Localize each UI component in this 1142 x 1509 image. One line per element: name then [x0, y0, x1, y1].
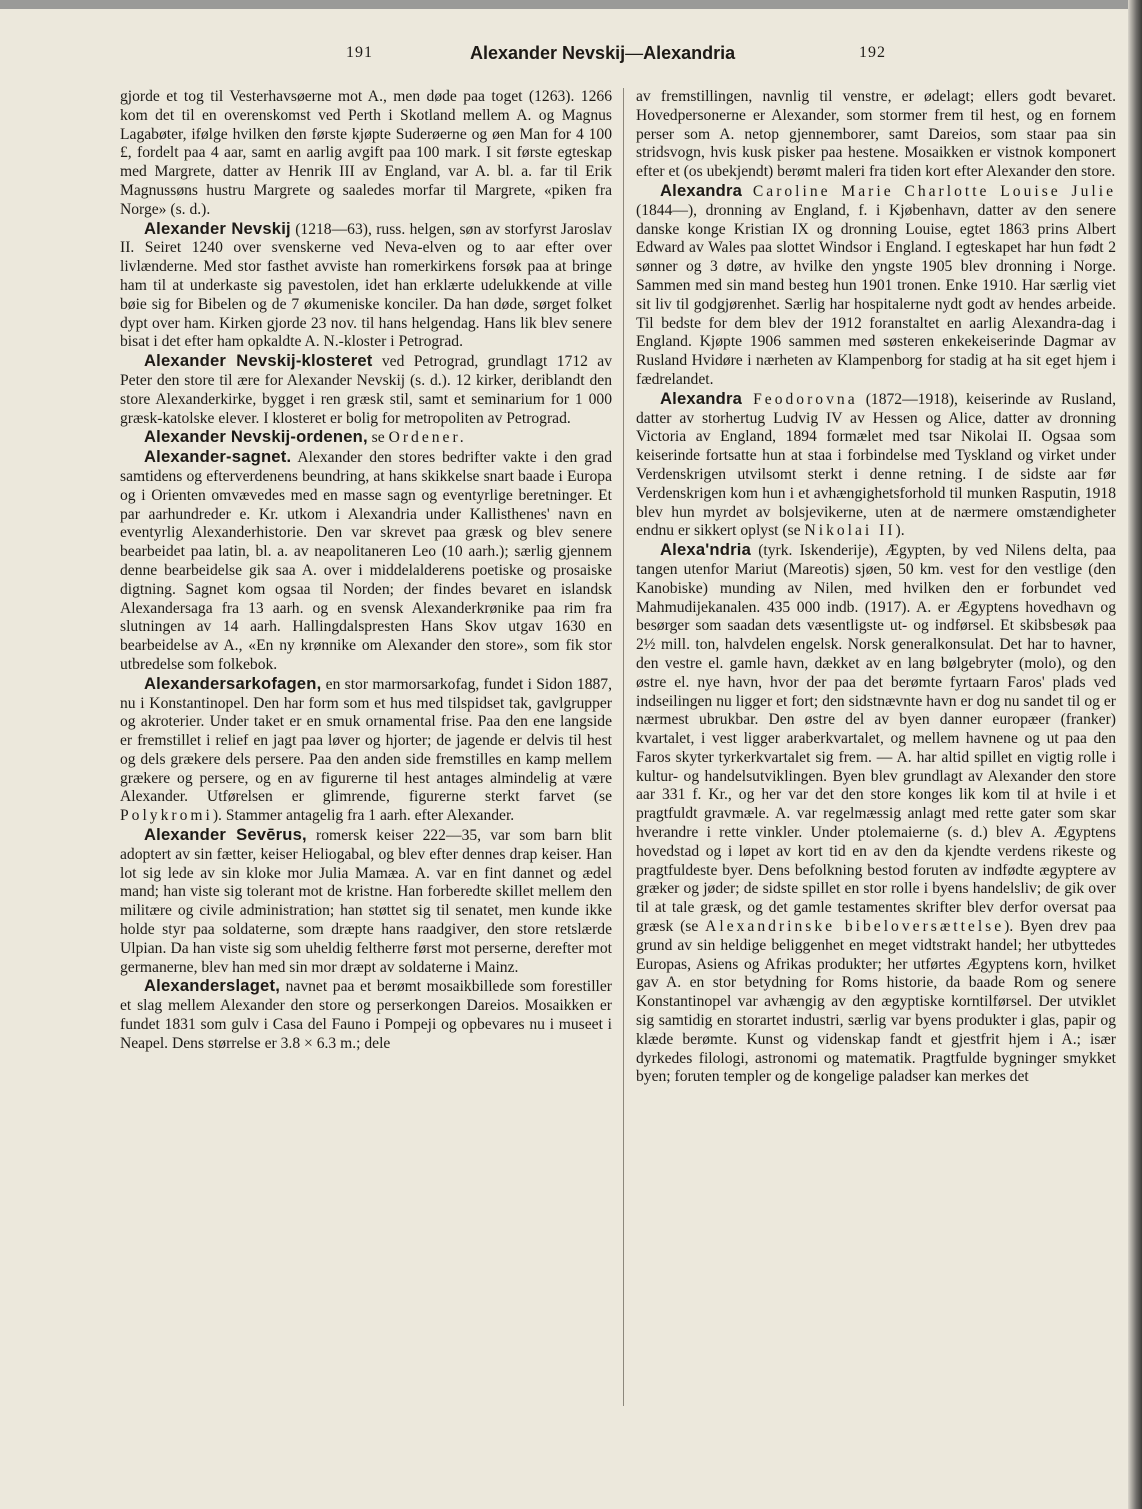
entry-text: (tyrk. Iskenderije), Ægypten, by ved Nilens delta, paa tangen utenfor Mariut (Mareotis) sjøen, 50 km. vest for den vestlige (den Kanobiske) munding av Nilen, med hvilken den er forbundet ved Mahmudijekanalen. 435 000 indb. (1917). A. er Ægyptens hovedhavn og besørger som saadan dets væsentligste ut- og indførsel. Et skibsbesøk paa 2½ mill. ton, halvdelen engelsk. Norsk generalkonsulat. Det har to havner, den vestre el. gamle havn, dækket av en lang bølgebryter (molo), og den østre el. nye havn, hvor der paa det berømte fyrtaarn Faros' plads ved indseilingen nu ligger et fort; den sidstnævnte havn er dog nu sandet til og er nærmest ubrukbar. Den østre del av byen danner europæer (franker) kvartalet, i vest ligger araberkvartalet, og mellem havnene og ut paa den Faros skyter tyrkerkvartalet sig frem. — A. har altid spillet en vigtig rolle i kultur- og handelsutviklingen. Byen blev grundlagt av Alexander den store aar 331 f. Kr., og her var det den store konges lik kom til at hvile i et pragtfuldt gravmæle. A. var regelmæssig anlagt med rette gater som skar hverandre i rette vinkler. Under ptolemaierne (s. d.) blev A. Ægyptens hovedstad og i løpet av kort tid en av den da kjendte verdens rikeste og pragtfuldeste byer. Dens befolkning bestod foruten av indfødte ægyptere av græker og jøder; de sidste spillet en stor rolle i byens handelsliv; de gik over til at tale græsk, og det gamle testamentes skrifter blev derfor oversat paa græsk (se: [636, 542, 1116, 936]
scan-top-border: [0, 0, 1142, 9]
entry-nevskij-ordenen: [120, 428, 612, 448]
entry-alexander-severus: [120, 826, 612, 977]
headword: Alexander Nevskij-ordenen,: [144, 427, 368, 447]
page-header: [0, 44, 1128, 70]
entry-text: (1844—), dronning av England, f. i Kjøbenhavn, datter av den senere danske konge Kristian IX og dronning Louise, egtet 1863 prins Albert Edward av Wales paa slottet Windsor i England. I egteskapet har hun født 2 sønner og 3 døtre, av hvilke den yngste 1905 blev dronning i Norge. Sammen med sin mand besteg hun 1901 tronen. Enke 1910. Har særlig viet sit liv til godgjørenhet. Særlig har hospitalerne nydt godt av hendes arbeide. Til bedste for dem blev der 1912 foranstaltet en aarlig Alexandra-dag i England. Kjøpte 1906 sammen med søsteren enkekeiserinde Dagmar av Rusland Hvidøre i nærheten av Klampenborg for stadig at ha sit eget hjem i fædrelandet.: [636, 201, 1116, 388]
entry-text: romersk keiser 222—35, var som barn blit adoptert av sin fætter, keiser Heliogabal, og blev efter dennes drap keiser. Han lot sig lede av sin kloke mor Julia Mamæa. A. var en fint dannet og ædel mand; han viste sig tolerant mot de kristne. Han forberedte skillet mellem den militære og civile administration; han støttet sig til senatet, men kunde ikke holde styr paa soldaterne, som dræpte hans raadgiver, den store retslærde Ulpian. Da han viste sig som uheldig feltherre først mot perserne, derefter mot germanerne, blev han med sin mor dræpt av soldaterne i Mainz.: [120, 827, 612, 976]
headword: Alexander Nevskij-klosteret: [144, 351, 373, 371]
running-title: [470, 43, 780, 64]
scan-right-edge: [1128, 0, 1142, 1509]
headword: Alexanderslaget,: [144, 976, 281, 996]
entry-alexanderslaget: [120, 977, 612, 1053]
headword: Alexa'ndria: [660, 540, 751, 560]
headword: Alexandra: [660, 388, 743, 408]
entry-text: en stor marmorsarkofag, fundet i Sidon 1887, nu i Konstantinopel. Den har form som et hus med tilspidset tak, gavlgrupper og akroterier. Under taket er en smuk ornamental frise. Paa den ene langside er fremstillet i relief en jagt paa løver og hjorter; de jagende er delvis til hest og dels grækere dels persere. Paa den anden side fremstilles en kamp mellem grækere og persere, og en av figurerne til hest antages almindelig at være Alexander. Utførelsen er glimrende, figurerne sterkt farvet (se: [120, 675, 612, 806]
running-title-dash: —: [625, 43, 644, 63]
entry-text-tail: ). Stammer antagelig fra 1 aarh. efter Alexander.: [212, 807, 515, 825]
running-title-end: Alexandria: [643, 43, 736, 63]
entry-text: (1218—63), russ. helgen, søn av storfyrst Jaroslav II. Seiret 1240 over svenskerne ved Neva-elven og to aar efter over livlænderne. Med stor fasthet avviste han romerkirkens forsøk paa at bringe ham til at underkaste sig pavestolen, idet han erklærte udelukkende at ville bøie sig for Bibelen og de 7 økumeniske konciler. Da han døde, sørget folket dypt over ham. Kirken gjorde 23 nov. til hans helgendag. Hans lik blev senere bisat i det efter ham opkaldte A. N.-kloster i Petrograd.: [120, 220, 613, 351]
left-column: [120, 88, 612, 1054]
entry-text: Alexander den stores bedrifter vakte i den grad samtidens og efterverdenens beundring, at hans skikkelse snart baade i Europa og i Orienten omvævedes med en masse sagn og eventyrlige beretninger. Et par aarhundreder e. Kr. utkom i Alexandria under Kallisthenes' navn en eventyrlig Alexanderhistorie. Den var skrevet paa græsk og blev senere bearbeidet paa latin, bl. a. av neapolitaneren Leo (10 aarh.); særlig gjennem denne bearbeidelse gik saa A. over i middelalderens poetiske og prosaiske digtning. Sagnet kom ogsaa til Norden; der findes bevaret en islandsk Alexandersaga fra 13 aarh. og en svensk Alexanderkrønike paa rim fra slutningen av 14 aarh. Hallingdalspresten Hans Skov utgav 1630 en bearbeidelse av A., «En ny krønnike om Alexander den store», som fik stor utbredelse som folkebok.: [120, 449, 612, 673]
entry-alexandria: [636, 541, 1116, 1087]
running-title-start: Alexander Nevskij: [470, 43, 626, 63]
headword: Alexandersarkofagen,: [144, 673, 322, 693]
column-divider: [623, 88, 624, 1406]
continued-paragraph: gjorde et tog til Vesterhavsøerne mot A., men døde paa toget (1263). 1266 kom det til en overenskomst ved Perth i Skotland mellem A. og Magnus Lagabøter, ifølge hvilken den første kjøpte Suderøerne og øen Man for 4 100 £, fordelt paa 4 aar, samt en aarlig avgift paa 100 mark. I sit første egteskap med Margrete, datter av Henrik III av England, var A. bl. a. far til Erik Magnussøns hustru Margrete og saaledes morfar til Margrete, «piken fra Norge» (s. d.).: [120, 88, 612, 218]
entry-text: ved Petrograd, grundlagt 1712 av Peter den store til ære for Alexander Nevskij (s. d.). 12 kirker, deriblandt den store Alexanderkirke, bygget i ren græsk stil, samt et seminarium for 1 000 græsk-katolske elever. I klosteret er bolig for metropoliten av Petrograd.: [120, 353, 612, 427]
entry-text-tail: ). Byen drev paa grund av sin heldige beliggenhet en meget vidtstrakt handel; her utbyttedes Europas, Asiens og Afrikas produkter; her utførtes Ægyptens korn, hvilket gav A. en stor betydning for Roms historie, da baade Rom og senere Konstantinopel var avhængig av den ægyptiske korntilførsel. Der utviklet sig samtidig en storartet industri, særlig var byens produkter i glas, papir og klæde berømte. Kunst og videnskap fandt et gjestfrit hjem i A.; især dyrkedes filologi, astronomi og matematik. Pragtfulde bygninger smykket byen; foruten templer og de kongelige paladser kan merkes det: [636, 918, 1116, 1086]
cross-reference[interactable]: Ordener.: [388, 429, 467, 447]
cross-reference[interactable]: Nikolai II: [804, 522, 896, 540]
entry-alexander-sagnet: [120, 448, 612, 675]
right-column: [636, 88, 1116, 1087]
headword: Alexander-sagnet.: [144, 447, 292, 467]
spaced-name: Feodorovna: [742, 390, 858, 408]
entry-alexandersarkofagen: [120, 675, 612, 826]
entry-text: se: [367, 429, 389, 447]
entry-text: (1872—1918), keiserinde av Rusland, datter av storhertug Ludvig IV av Hessen og Alice, datter av dronning Victoria av England, 1894 formælet med tsar Nikolai II. Ogsaa som keiserinde fortsatte hun at staa i forbindelse med Tyskland og virket under Verdenskrigen utvilsomt sterkt i denne retning. I de sidste aar før Verdenskrigen kom hun i et avhængighetsforhold til munken Rasputin, 1918 blev hun myrdet av bolsjevikerne, uten at de nærmere omstændigheter endnu er sikkert oplyst (se: [636, 390, 1116, 540]
cross-reference[interactable]: Alexandrinske bibeloversættelse: [705, 918, 1005, 936]
spaced-name: Caroline Marie Charlotte Louise Julie: [742, 182, 1116, 200]
headword: Alexander Sevērus,: [144, 825, 307, 845]
page-number-right: 192: [859, 44, 886, 61]
continued-paragraph: av fremstillingen, navnlig til venstre, er ødelagt; ellers godt bevaret. Hovedpersonerne er Alexander, som stormer frem til hest, og en fornem perser som A. netop gjennemborer, samt Dareios, som staar paa sin stridsvogn, hvis kusk pisker paa hestene. Mosaikken er vistnok komponert efter et (os ubekjendt) berømt maleri fra tiden kort efter Alexander den store.: [636, 88, 1116, 181]
entry-alexandra-feodorovna: [636, 390, 1116, 541]
page-number-left: 191: [346, 44, 373, 61]
entry-alexander-nevskij: [120, 220, 612, 353]
cross-reference[interactable]: Polykromi: [120, 807, 213, 825]
entry-alexandra-caroline: [636, 182, 1116, 390]
headword: Alexander Nevskij: [144, 218, 291, 238]
entry-text: navnet paa et berømt mosaikbillede som forestiller et slag mellem Alexander den store og perserkongen Dareios. Mosaikken er fundet 1831 som gulv i Casa del Fauno i Pompeji og opbevares nu i museet i Neapel. Dens størrelse er 3.8 × 6.3 m.; dele: [120, 978, 612, 1052]
headword: Alexandra: [660, 180, 743, 200]
entry-text-tail: ).: [895, 522, 905, 540]
entry-nevskij-klosteret: [120, 352, 612, 428]
